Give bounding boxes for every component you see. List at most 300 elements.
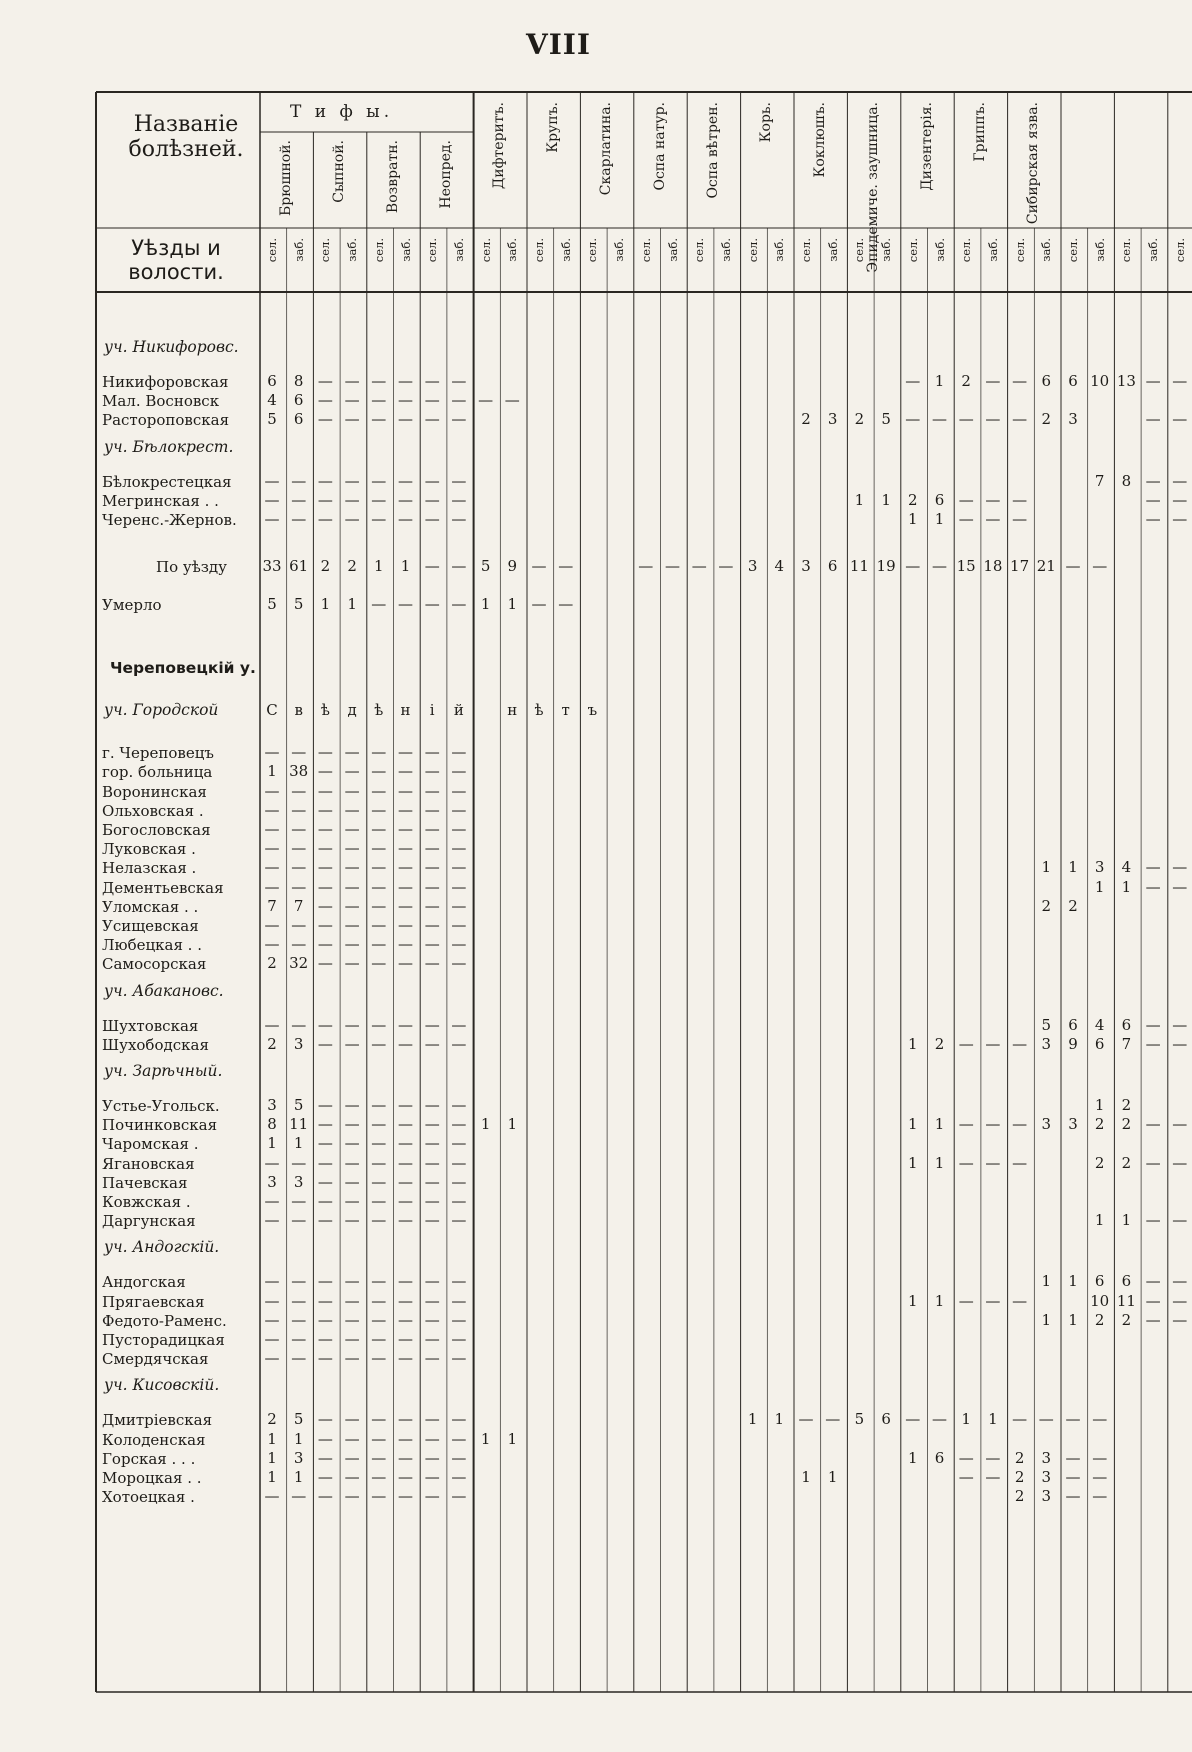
table-cell: — — [317, 800, 333, 819]
row-name: По уѣзду — [156, 558, 227, 577]
table-row — [102, 471, 1188, 492]
table-cell: — — [958, 1468, 974, 1486]
table-cell: — — [665, 557, 680, 576]
table-cell: 3 — [747, 557, 758, 576]
table-cell: — — [317, 1192, 333, 1210]
row-name: Бѣлокрестецкая — [102, 472, 232, 491]
section-label: уч. Бѣлокрест. — [104, 437, 234, 456]
table-cell: — — [317, 1410, 333, 1429]
table-cell: — — [371, 1330, 387, 1348]
table-cell: 6 — [1094, 1272, 1105, 1291]
table-cell: — — [344, 471, 360, 490]
table-cell: 2 — [908, 490, 918, 509]
table-cell: 6 — [1094, 1034, 1105, 1053]
table-row — [102, 801, 1056, 821]
table-cell: — — [291, 1349, 307, 1368]
table-cell: 5 — [1041, 1015, 1052, 1034]
table-cell: 6 — [1068, 372, 1078, 390]
table-cell: — — [424, 877, 440, 896]
table-cell: — — [317, 1448, 333, 1467]
table-cell: — — [424, 1034, 440, 1053]
table-row — [102, 410, 1188, 430]
table-cell: — — [451, 410, 467, 429]
table-row — [102, 820, 1056, 840]
table-cell: — — [344, 1172, 360, 1191]
table-row — [102, 1410, 1108, 1430]
table-cell: — — [291, 839, 307, 858]
table-cell: 5 — [293, 1096, 304, 1114]
table-cell: — — [371, 1349, 387, 1368]
table-cell: — — [985, 1291, 1001, 1310]
table-cell: — — [371, 1310, 387, 1329]
table-cell: — — [344, 510, 360, 528]
table-cell: 7 — [293, 896, 304, 915]
table-cell: — — [371, 410, 387, 429]
table-cell: — — [424, 916, 440, 934]
table-cell: — — [317, 1330, 333, 1348]
table-cell: — — [1145, 1310, 1161, 1329]
table-cell: — — [317, 410, 333, 429]
table-cell: — — [317, 1487, 333, 1506]
section-label: уч. Никифоровс. — [104, 338, 239, 356]
sub-column-header: сел. — [799, 238, 813, 263]
table-cell: — — [1012, 1153, 1028, 1172]
table-cell: — — [344, 1211, 360, 1230]
table-cell: — — [371, 1153, 387, 1172]
table-cell: — — [371, 1429, 387, 1448]
table-cell: — — [371, 1034, 387, 1053]
row-name: Прягаевская — [102, 1292, 205, 1311]
table-cell: — — [398, 1134, 413, 1153]
table-cell: — — [424, 800, 440, 819]
row-name: Мегринская . . — [102, 491, 219, 510]
table-cell: — — [1012, 1410, 1028, 1429]
sub-column-header: сел. — [638, 238, 653, 263]
table-cell: — — [958, 1448, 974, 1467]
table-cell: — — [424, 471, 440, 490]
table-cell: — — [291, 1310, 307, 1329]
table-cell: 7 — [267, 896, 277, 915]
table-cell: — — [424, 1429, 440, 1448]
table-cell: — — [1012, 1291, 1028, 1310]
table-cell: 2 — [267, 954, 277, 973]
table-cell: — — [317, 1015, 333, 1034]
table-cell: 11 — [289, 1115, 309, 1134]
table-cell: 15 — [956, 557, 976, 576]
table-cell: — — [798, 1410, 814, 1429]
row-name: Андогская — [102, 1273, 186, 1292]
table-row — [102, 510, 1188, 530]
table-cell: — — [371, 896, 387, 915]
sub-column-header: сел. — [852, 238, 867, 263]
table-cell: — — [291, 1153, 307, 1172]
table-cell: — — [451, 1134, 467, 1153]
table-cell: — — [985, 1153, 1001, 1172]
table-cell: 5 — [267, 410, 277, 429]
table-cell: 1 — [374, 557, 384, 576]
table-row — [102, 877, 1188, 898]
note-letter: н — [507, 701, 518, 720]
table-cell: — — [398, 1172, 413, 1191]
table-cell: — — [344, 372, 360, 390]
table-cell: — — [1012, 1115, 1028, 1134]
table-cell: — — [317, 877, 333, 896]
row-name: Починковская — [102, 1116, 218, 1135]
table-cell: — — [985, 410, 1001, 429]
table-cell: — — [317, 1310, 333, 1329]
table-cell: — — [424, 1096, 440, 1114]
table-cell: 2 — [1041, 410, 1052, 429]
table-cell: — — [424, 1272, 440, 1291]
table-cell: — — [398, 1468, 413, 1486]
table-cell: — — [264, 916, 280, 934]
note-letter: і — [429, 701, 435, 720]
table-cell: — — [398, 1115, 413, 1134]
sub-column-header: сел. — [692, 238, 707, 263]
table-cell: — — [1145, 490, 1161, 509]
table-cell: — — [371, 1134, 387, 1153]
table-cell: — — [958, 490, 974, 509]
note-letter: ѣ — [320, 701, 330, 720]
table-cell: — — [344, 1310, 360, 1329]
sub-column-header: заб. — [345, 238, 360, 262]
table-cell: — — [1145, 877, 1161, 896]
table-cell: — — [264, 839, 280, 858]
table-cell: — — [958, 510, 974, 528]
row-name: Богословская — [102, 821, 211, 839]
table-cell: 1 — [908, 510, 918, 528]
table-cell: — — [291, 1272, 307, 1291]
row-name: Дементьевская — [102, 878, 224, 897]
table-cell: — — [905, 557, 921, 576]
table-cell: 1 — [801, 1468, 811, 1486]
table-cell: 38 — [289, 762, 309, 781]
table-cell: — — [1092, 1448, 1108, 1467]
sub-column-header: сел. — [745, 238, 760, 263]
table-cell: — — [424, 1330, 440, 1348]
table-cell: 2 — [320, 557, 331, 576]
table-cell: — — [424, 1487, 440, 1506]
note-letter: н — [400, 701, 411, 720]
table-cell: — — [344, 1192, 360, 1210]
county-title: Череповецкій у. — [110, 659, 256, 678]
row-name: Даргунская — [102, 1212, 196, 1231]
row-name: Растороповская — [102, 411, 230, 430]
table-row — [102, 1034, 1188, 1055]
table-cell: — — [932, 557, 947, 576]
table-cell: 5 — [293, 595, 304, 614]
row-name: Черенс.-Жернов. — [102, 511, 237, 529]
table-cell: — — [317, 1172, 333, 1191]
table-row — [102, 762, 1056, 782]
table-cell: — — [317, 1153, 333, 1172]
total-row — [102, 595, 1056, 615]
table-cell: — — [1172, 490, 1188, 509]
table-cell: — — [291, 1330, 307, 1348]
row-name: Воронинская — [102, 782, 207, 801]
table-cell: — — [371, 1272, 387, 1291]
table-cell: — — [1172, 877, 1188, 896]
table-cell: — — [424, 510, 440, 528]
note-letter: д — [347, 701, 357, 720]
table-cell: 2 — [1014, 1468, 1025, 1486]
table-cell: 32 — [289, 954, 309, 973]
table-cell: — — [1145, 1034, 1161, 1053]
table-cell: — — [424, 1448, 440, 1467]
table-cell: — — [371, 877, 387, 896]
table-cell: — — [317, 372, 333, 390]
table-cell: — — [291, 800, 307, 819]
table-cell: — — [344, 490, 360, 509]
table-cell: — — [424, 896, 440, 915]
table-cell: 2 — [801, 410, 811, 429]
table-cell: — — [451, 1410, 467, 1429]
table-cell: — — [371, 1487, 387, 1506]
row-name: Уломская . . — [102, 897, 199, 916]
table-cell: 1 — [267, 1429, 277, 1448]
row-name: Дмитріевская — [102, 1411, 213, 1430]
table-cell: — — [291, 858, 307, 877]
table-cell: 2 — [1121, 1310, 1132, 1329]
table-cell: — — [371, 391, 387, 410]
table-cell: — — [451, 916, 467, 934]
table-row — [102, 1134, 1056, 1154]
table-cell: — — [344, 839, 360, 858]
sub-column-header: заб. — [1039, 238, 1054, 262]
table-cell: 11 — [849, 557, 869, 576]
row-name: Умерло — [102, 596, 162, 615]
table-cell: — — [1038, 1410, 1054, 1429]
table-cell: — — [451, 557, 467, 576]
table-cell: 2 — [1094, 1153, 1105, 1172]
sub-column-header: сел. — [1119, 238, 1134, 263]
table-cell: 1 — [507, 1429, 518, 1448]
sub-column-header: сел. — [959, 238, 974, 263]
table-cell: — — [317, 1291, 333, 1310]
table-cell: — — [1065, 1410, 1081, 1429]
table-cell: 1 — [934, 1153, 945, 1172]
table-cell: — — [398, 1153, 413, 1172]
table-cell: 8 — [267, 1115, 277, 1134]
table-cell: 2 — [1121, 1096, 1132, 1114]
table-cell: — — [451, 1115, 467, 1134]
table-cell: — — [264, 877, 280, 896]
row-name: Мал. Восновск — [102, 392, 220, 411]
table-cell: 1 — [1094, 877, 1105, 896]
table-cell: 1 — [747, 1410, 758, 1429]
table-cell: — — [344, 1096, 360, 1114]
table-cell: — — [958, 1153, 974, 1172]
table-cell: — — [424, 372, 440, 390]
table-cell: 7 — [1094, 471, 1105, 490]
table-cell: — — [451, 595, 467, 614]
sub-column-header: заб. — [879, 238, 894, 262]
table-cell: — — [398, 1015, 413, 1034]
table-cell: — — [825, 1410, 841, 1429]
table-cell: — — [398, 471, 413, 490]
table-cell: — — [424, 1291, 440, 1310]
table-cell: — — [1172, 1015, 1188, 1034]
table-cell: — — [398, 510, 413, 528]
table-cell: — — [905, 1410, 921, 1429]
table-cell: — — [344, 410, 360, 429]
row-name: Усищевская — [102, 917, 199, 935]
disease-column-header: Скарлатина. — [598, 102, 615, 196]
table-row — [102, 1153, 1188, 1174]
row-name: Федото-Раменс. — [102, 1311, 227, 1330]
table-cell: — — [264, 510, 280, 528]
table-cell: — — [371, 1172, 387, 1191]
table-cell: — — [451, 490, 467, 509]
table-cell: — — [371, 800, 387, 819]
total-row — [102, 557, 1108, 577]
table-cell: — — [1172, 410, 1188, 429]
table-cell: — — [1065, 557, 1081, 576]
table-cell: — — [1012, 510, 1028, 528]
table-cell: 4 — [774, 557, 785, 576]
section-label: уч. Зарѣчный. — [104, 1062, 223, 1080]
table-cell: — — [1145, 510, 1161, 528]
table-cell: 3 — [293, 1448, 304, 1467]
disease-column-header: Эпидемиче. заушница. — [865, 102, 882, 273]
table-row — [102, 1468, 1108, 1488]
table-cell: — — [424, 954, 440, 973]
table-cell: — — [371, 471, 387, 490]
sub-column-header: заб. — [718, 238, 733, 262]
table-cell: — — [1065, 1448, 1081, 1467]
disease-column-header: Гриппъ. — [971, 102, 988, 162]
sub-column-header: заб. — [398, 238, 413, 262]
table-cell: — — [371, 595, 387, 614]
disease-column-header: Коклюшъ. — [811, 102, 828, 178]
table-cell: — — [398, 410, 413, 429]
table-cell: — — [317, 490, 333, 509]
table-row — [102, 896, 1078, 917]
typhus-column-header: Неопред. — [437, 140, 454, 209]
table-cell: — — [451, 372, 467, 390]
table-cell: — — [344, 1034, 360, 1053]
table-cell: — — [1145, 1272, 1161, 1291]
table-cell: 3 — [1094, 858, 1105, 877]
sub-column-header: сел. — [425, 238, 440, 263]
table-cell: 6 — [1121, 1015, 1132, 1034]
table-row — [102, 1310, 1188, 1331]
table-cell: — — [451, 1310, 467, 1329]
note-letter: ѣ — [534, 701, 544, 720]
table-cell: — — [344, 1349, 360, 1368]
table-cell: — — [691, 557, 707, 576]
table-cell: — — [398, 1448, 413, 1467]
table-cell: — — [291, 1015, 307, 1034]
table-cell: — — [398, 1034, 413, 1053]
table-cell: — — [398, 1272, 413, 1291]
table-cell: 7 — [1121, 1034, 1132, 1053]
table-cell: — — [451, 1096, 467, 1114]
table-cell: 2 — [1094, 1310, 1105, 1329]
table-cell: 5 — [293, 1410, 304, 1429]
table-cell: — — [398, 762, 413, 781]
table-cell: 3 — [267, 1172, 277, 1191]
row-name: гор. больница — [102, 763, 213, 782]
table-cell: — — [958, 1115, 974, 1134]
table-cell: — — [371, 1015, 387, 1034]
table-cell: 1 — [1068, 858, 1078, 877]
table-cell: 1 — [908, 1115, 918, 1134]
table-row — [102, 1096, 1132, 1116]
table-cell: — — [264, 1349, 280, 1368]
table-cell: — — [1172, 1153, 1188, 1172]
table-cell: 18 — [983, 557, 1003, 576]
table-cell: — — [398, 916, 413, 934]
table-cell: — — [451, 1429, 467, 1448]
table-cell: — — [451, 1153, 467, 1172]
table-cell: 1 — [1041, 1272, 1052, 1291]
table-cell: 4 — [267, 391, 277, 410]
table-cell: 1 — [934, 372, 945, 390]
table-cell: — — [1012, 410, 1028, 429]
table-cell: 2 — [1068, 896, 1078, 915]
disease-column-header: Дифтеритъ. — [491, 102, 508, 190]
table-cell: 1 — [854, 490, 865, 509]
table-cell: 8 — [1121, 471, 1132, 490]
table-cell: — — [424, 410, 440, 429]
table-cell: — — [905, 372, 921, 390]
table-cell: 19 — [876, 557, 896, 576]
table-cell: 1 — [320, 595, 331, 614]
table-cell: 1 — [908, 1034, 918, 1053]
row-name: Чаромская . — [102, 1135, 199, 1154]
table-row — [102, 935, 1056, 955]
table-cell: — — [1092, 557, 1108, 576]
table-row — [102, 490, 1188, 511]
table-cell: — — [344, 743, 360, 762]
table-cell: — — [424, 1410, 440, 1429]
table-cell: 5 — [881, 410, 891, 429]
table-cell: — — [932, 410, 947, 429]
table-cell: 6 — [293, 391, 304, 410]
diseases-title: Названіе болѣзней. — [128, 112, 244, 163]
table-cell: — — [958, 410, 974, 429]
sub-column-header: сел. — [905, 238, 920, 263]
sub-column-header: сел. — [532, 238, 546, 263]
table-cell: 21 — [1036, 557, 1056, 576]
table-cell: — — [1172, 1034, 1188, 1053]
table-cell: 3 — [293, 1034, 304, 1053]
table-cell: — — [398, 1487, 413, 1506]
table-cell: 2 — [854, 410, 865, 429]
table-cell: — — [398, 877, 413, 896]
table-cell: — — [317, 1115, 333, 1134]
table-row — [102, 1448, 1108, 1469]
districts-title: Уѣзды и волости. — [128, 236, 224, 285]
table-cell: 1 — [400, 557, 411, 576]
section-label: уч. Кисовскій. — [104, 1376, 220, 1395]
table-cell: 17 — [1010, 557, 1030, 576]
table-cell: — — [317, 1134, 333, 1153]
table-cell: — — [291, 490, 307, 509]
table-cell: — — [398, 820, 413, 838]
table-cell: 1 — [934, 1291, 945, 1310]
table-cell: — — [344, 1429, 360, 1448]
table-cell: 9 — [1068, 1034, 1078, 1053]
table-cell: 3 — [1041, 1034, 1052, 1053]
note-letter: С — [266, 701, 278, 720]
table-cell: — — [264, 820, 280, 838]
table-cell: — — [344, 1153, 360, 1172]
table-cell: — — [291, 1211, 307, 1230]
sub-column-header: заб. — [505, 238, 520, 262]
table-cell: — — [531, 557, 547, 576]
